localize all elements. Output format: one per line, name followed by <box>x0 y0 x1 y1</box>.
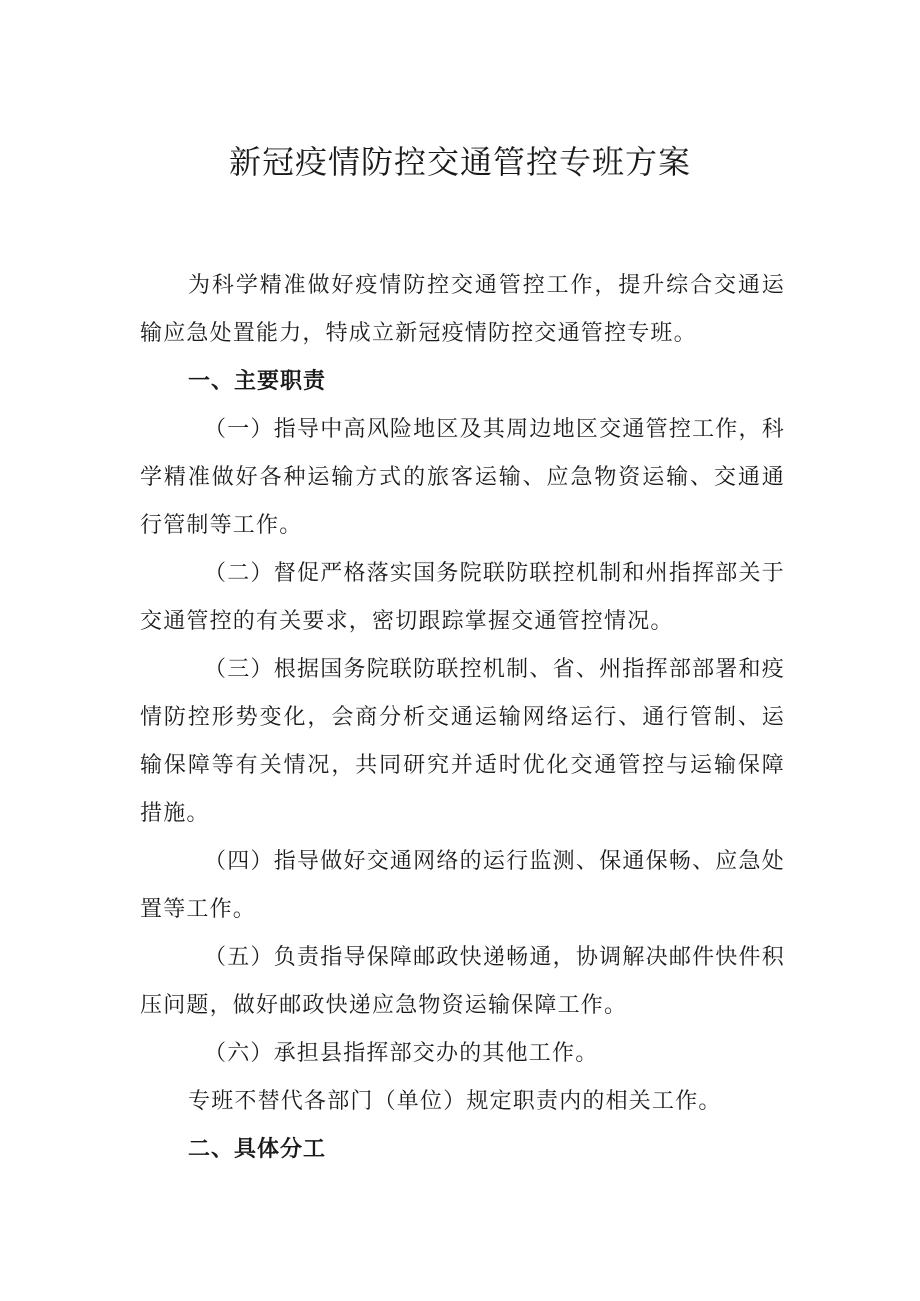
note-paragraph: 专班不替代各部门（单位）规定职责内的相关工作。 <box>188 1089 722 1114</box>
duty-item-2: （二）督促严格落实国务院联防联控机制和州指挥部关于交通管控的有关要求，密切跟踪掌握交通管控情况。 <box>140 561 785 634</box>
document-title: 新冠疫情防控交通管控专班方案 <box>228 143 691 181</box>
duty-item-3: （三）根据国务院联防联控机制、省、州指挥部部署和疫情防控形势变化，会商分析交通运输网络运行、通行管制、运输保障等有关情况，共同研究并适时优化交通管控与运输保障措施。 <box>140 657 785 826</box>
section-heading-division: 二、具体分工 <box>188 1137 327 1162</box>
section-heading-duties: 一、主要职责 <box>188 369 327 394</box>
document-body <box>140 262 785 1174</box>
duty-item-1: （一）指导中高风险地区及其周边地区交通管控工作，科学精准做好各种运输方式的旅客运输、应急物资运输、交通通行管制等工作。 <box>140 417 785 538</box>
duty-item-6: （六）承担县指挥部交办的其他工作。 <box>204 1041 599 1066</box>
intro-paragraph: 为科学精准做好疫情防控交通管控工作，提升综合交通运输应急处置能力，特成立新冠疫情防控交通管控专班。 <box>140 273 785 346</box>
duty-item-5: （五）负责指导保障邮政快递畅通，协调解决邮件快件积压问题，做好邮政快递应急物资运输保障工作。 <box>140 945 785 1018</box>
duty-item-4: （四）指导做好交通网络的运行监测、保通保畅、应急处置等工作。 <box>140 849 785 922</box>
